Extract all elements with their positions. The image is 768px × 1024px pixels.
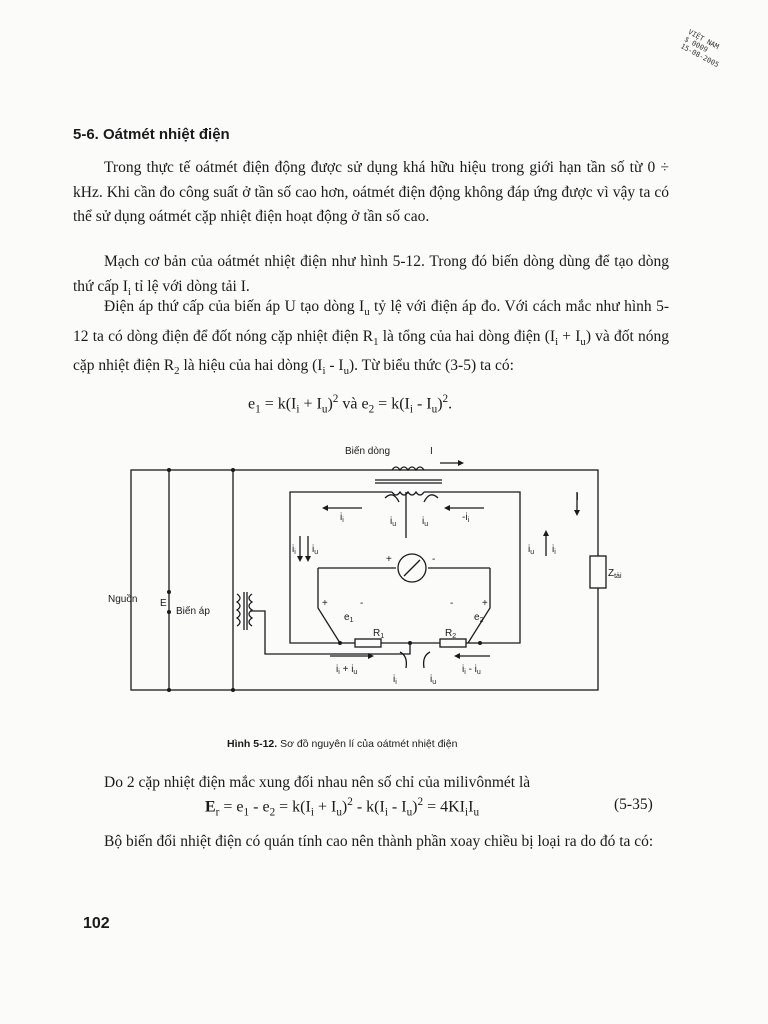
circuit-diagram [100,438,640,733]
equation-number: (5-35) [614,796,653,813]
bien-dong-secondary-coil [392,492,424,495]
label-iu-center: $i_u$ [390,516,397,528]
label-current-I-top: I [430,446,433,457]
R2-heater [440,639,466,647]
label-e2: $e_2$ [474,612,484,624]
library-stamp: VIỆT NAM $ 0009 15-08-2005 [679,28,721,70]
bien-ap-output-wire [250,611,410,654]
label-e1: $e_1$ [344,612,354,624]
bien-ap-primary-coil [237,594,240,626]
label-minus-e1: - [360,598,364,609]
label-plus-meter: + [386,554,392,565]
load-impedance [590,556,606,588]
label-ii-left: $i_i$ [340,512,344,524]
label-plus-e1: + [322,598,328,609]
equation-e1-e2: $e_1 = k(I_i + I_u)^2$ và $e_2 = k(I_i - I_u)^2$. [248,393,453,416]
figure-caption: Hình 5-12. Sơ đồ nguyên lí của oátmét nhiệt điện [227,738,458,750]
label-nguon: Nguồn [108,594,138,605]
label-R2: $R_2$ [445,628,457,640]
label-Z: $Z_{tải}$ [608,568,622,580]
label-bien-dong: Biến dòng [345,446,391,457]
paragraph-1: Trong thực tế oátmét điện động được sử dụng khá hữu hiệu trong giới hạn tần số từ 0 ÷ kHz. Khi cần đo công suất ở tần số cao hơn, oátmét điện động không đáp ứng được vì vậy ta có thể sử dụng oátmét cặp nhiệt điện hoạt động ở tần số cao. [73,159,669,225]
paragraph-5: Bộ biến đổi nhiệt điện có quán tính cao nên thành phần xoay chiều bị loại ra do đó ta có: [104,833,654,850]
label-iu-center-2: $i_u$ [422,516,429,528]
label-iu-vert-left: $i_u$ [312,544,319,556]
label-ii-vert-right: $i_i$ [552,544,556,556]
paragraph-4: Do 2 cặp nhiệt điện mắc xung đối nhau nên số chỉ của milivônmét là [104,774,531,791]
label-sum-current: $i_i + i_u$ [336,664,358,676]
paragraph-2: Mạch cơ bản của oátmét nhiệt điện như hình 5-12. Trong đó biến dòng dùng để tạo dòng thứ cấp $I_i$ tỉ lệ với dòng tải I. [73,253,669,298]
paragraph-3: Điện áp thứ cấp của biến áp U tạo dòng $I_u$ tỷ lệ với điện áp đo. Với cách mắc như hình 5-12 ta có dòng điện để đốt nóng cặp nhiệt điện $R_1$ là tổng của hai dòng điện $(I_i + I_u)$ và đốt nóng cặp nhiệt điện $R_2$ là hiệu của hai dòng $(I_i - I_u)$. Từ biểu thức (3-5) ta có: [73,298,669,378]
outer-loop [131,470,598,690]
label-plus-e2: + [482,598,488,609]
label-bottom-ii: $i_i$ [393,674,397,686]
label-bottom-iu: $i_u$ [430,674,437,686]
page-number: 102 [83,915,110,932]
label-R1: $R_1$ [373,628,385,640]
label-minus-meter: - [432,554,436,565]
R1-heater [355,639,381,647]
label-ii-right: $-i_i$ [462,512,470,524]
equation-5-35: $E_r = e_1 - e_2 = k(I_i + I_u)^2 - k(I_i - I_u)^2 = 4KI_iI_u$ [205,796,480,819]
label-ii-vert-left: $i_i$ [292,544,296,556]
label-E: E [160,598,167,609]
label-bien-ap: Biến áp [176,606,210,617]
label-diff-current: $i_i - i_u$ [462,664,481,676]
label-iu-vert-right: $i_u$ [528,544,535,556]
label-current-I-right: I [576,492,579,503]
label-minus-e2: - [450,598,454,609]
bien-ap-secondary-coil [249,594,252,626]
section-heading: 5-6. Oátmét nhiệt điện [73,126,230,143]
